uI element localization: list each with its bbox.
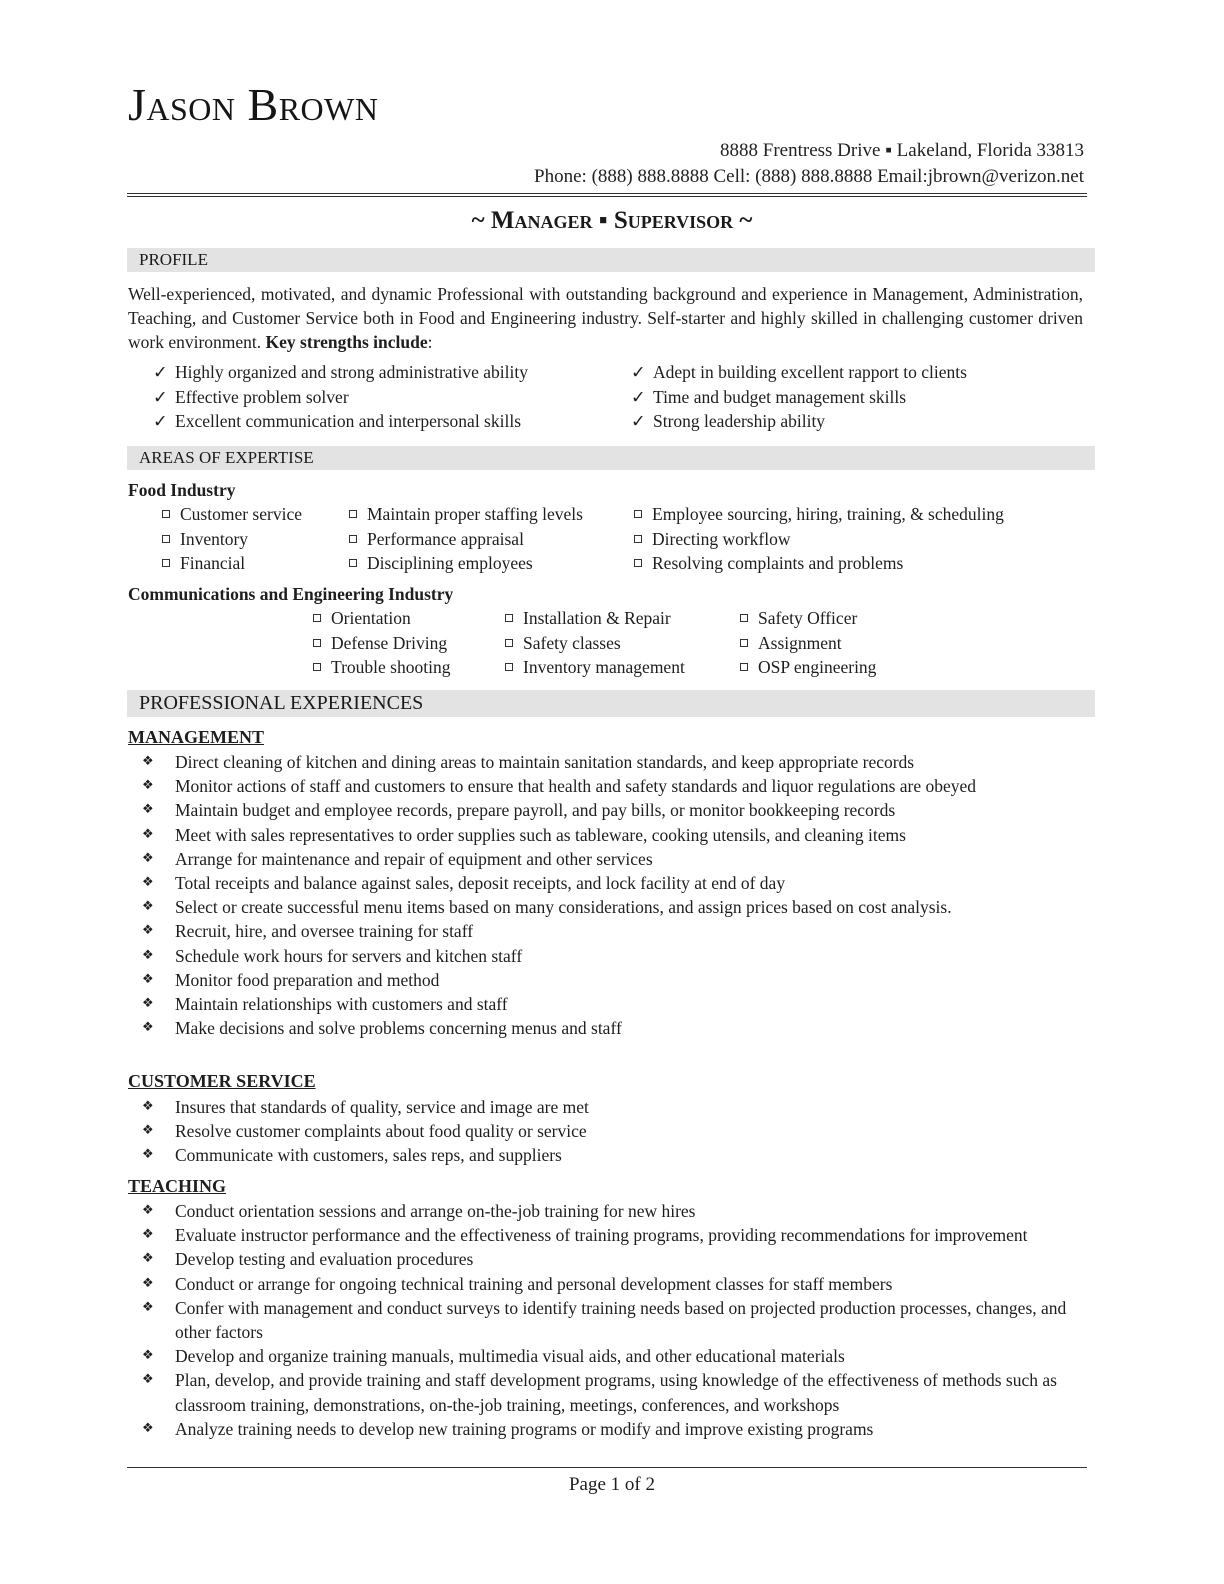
expertise-text: Trouble shooting: [331, 657, 451, 677]
expertise-text: Employee sourcing, hiring, training, & scheduling: [652, 504, 1004, 524]
list-item: [128, 774, 1088, 798]
list-item: [128, 1417, 1088, 1441]
bullet-text: Monitor actions of staff and customers to ensure that health and safety standards and liquor regulations are obeyed: [175, 776, 977, 797]
square-bullet-icon: [634, 535, 642, 543]
customer-service-heading: CUSTOMER SERVICE: [128, 1071, 316, 1091]
comm-industry-heading: Communications and Engineering Industry: [128, 584, 454, 604]
teaching-heading: TEACHING: [128, 1176, 227, 1196]
check-icon: ✓: [153, 362, 168, 382]
square-bullet-icon: [505, 639, 513, 647]
expertise-item: [505, 631, 621, 655]
check-icon: ✓: [153, 387, 168, 407]
expertise-item: [505, 655, 685, 679]
expertise-text: Resolving complaints and problems: [652, 553, 904, 573]
bullet-text: Arrange for maintenance and repair of equipment and other services: [175, 848, 653, 869]
expertise-item: [634, 551, 903, 575]
strength-text: Time and budget management skills: [653, 387, 907, 407]
strength-item: [153, 360, 528, 384]
square-bullet-icon: [634, 559, 642, 567]
list-item: [128, 1143, 1088, 1167]
square-bullet-icon: [349, 559, 357, 567]
diamond-bullet-icon: ❖: [142, 1348, 154, 1364]
diamond-bullet-icon: ❖: [142, 1020, 154, 1036]
profile-body: Well-experienced, motivated, and dynamic Professional with outstanding background and experience in Management, Administration, Teaching, and Customer Service both in Food and Engineering industry. Self-starter and highly skilled in challenging customer driven work environment.: [128, 284, 1083, 352]
expertise-text: Assignment: [758, 633, 842, 653]
square-bullet-icon: [505, 663, 513, 671]
key-strengths-colon: :: [427, 332, 433, 352]
expertise-heading: AREAS OF EXPERTISE: [127, 446, 1095, 470]
strength-text: Effective problem solver: [175, 387, 349, 407]
expertise-text: Inventory: [180, 529, 249, 549]
expertise-item: [349, 527, 524, 551]
strength-item: [631, 385, 906, 409]
candidate-name: Jason Brown: [128, 79, 379, 130]
list-item: [128, 1199, 1088, 1223]
diamond-bullet-icon: ❖: [142, 996, 154, 1012]
list-item: [128, 823, 1088, 847]
square-bullet-icon: [349, 535, 357, 543]
expertise-text: Inventory management: [523, 657, 685, 677]
bullet-text: Analyze training needs to develop new training programs or modify and improve existing programs: [175, 1418, 874, 1439]
list-item: [128, 1119, 1088, 1143]
bullet-text: Monitor food preparation and method: [175, 969, 440, 990]
expertise-text: Directing workflow: [652, 529, 791, 549]
expertise-text: Orientation: [331, 608, 411, 628]
expertise-item: [349, 502, 583, 526]
expertise-item: [505, 606, 671, 630]
list-item: [128, 1095, 1088, 1119]
list-item: [128, 944, 1088, 968]
list-item: [128, 1368, 1088, 1416]
check-icon: ✓: [631, 411, 646, 431]
strength-item: [153, 409, 521, 433]
list-item: [128, 1223, 1088, 1247]
diamond-bullet-icon: ❖: [142, 899, 154, 915]
expertise-item: [162, 502, 302, 526]
diamond-bullet-icon: ❖: [142, 947, 154, 963]
expertise-text: OSP engineering: [758, 657, 877, 677]
expertise-item: [634, 502, 1004, 526]
square-bullet-icon: [740, 663, 748, 671]
diamond-bullet-icon: ❖: [142, 802, 154, 818]
diamond-bullet-icon: ❖: [142, 1251, 154, 1267]
diamond-bullet-icon: ❖: [142, 1372, 154, 1388]
expertise-text: Customer service: [180, 504, 302, 524]
bullet-text: Insures that standards of quality, service and image are met: [175, 1097, 589, 1117]
expertise-text: Defense Driving: [331, 633, 448, 653]
diamond-bullet-icon: ❖: [142, 1123, 154, 1139]
bullet-text: Meet with sales representatives to order supplies such as tableware, cooking utensils, and cleaning items: [175, 824, 906, 845]
square-bullet-icon: [740, 639, 748, 647]
square-bullet-icon: [349, 510, 357, 518]
expertise-item: [162, 551, 245, 575]
list-item: [128, 1344, 1088, 1368]
expertise-item: [349, 551, 533, 575]
list-item: [128, 919, 1088, 943]
expertise-item: [313, 631, 447, 655]
square-bullet-icon: [505, 614, 513, 622]
expertise-text: Safety Officer: [758, 608, 858, 628]
list-item: [128, 1296, 1088, 1344]
strength-text: Strong leadership ability: [653, 411, 826, 431]
square-bullet-icon: [313, 639, 321, 647]
strength-item: [153, 385, 349, 409]
expertise-text: Performance appraisal: [367, 529, 524, 549]
footer-divider: [127, 1467, 1087, 1468]
diamond-bullet-icon: ❖: [142, 754, 154, 769]
diamond-bullet-icon: ❖: [142, 875, 154, 891]
address-line: 8888 Frentress Drive ▪ Lakeland, Florida 33813: [720, 140, 1084, 161]
bullet-text: Evaluate instructor performance and the effectiveness of training programs, providing recommendations for improvement: [175, 1225, 1028, 1246]
bullet-text: Develop testing and evaluation procedures: [175, 1249, 474, 1270]
list-item: [128, 871, 1088, 895]
profile-heading: PROFILE: [127, 248, 1095, 272]
expertise-item: [740, 606, 857, 630]
job-title: ~ Manager ▪ Supervisor ~: [471, 207, 753, 234]
bullet-text: Plan, develop, and provide training and staff development programs, using knowledge of the effectiveness of methods such as classroom training, demonstrations, on-the-job training, meetings, conferences, and workshops: [175, 1370, 1057, 1415]
diamond-bullet-icon: ❖: [142, 971, 154, 987]
bullet-text: Direct cleaning of kitchen and dining areas to maintain sanitation standards, and keep appropriate records: [175, 752, 915, 772]
check-icon: ✓: [631, 387, 646, 407]
list-item: [128, 750, 1088, 774]
profile-text: [128, 282, 1083, 354]
strength-item: [631, 360, 967, 384]
management-heading: MANAGEMENT: [128, 727, 264, 747]
list-item: [128, 847, 1088, 871]
strength-item: [631, 409, 825, 433]
phone-email-line: Phone: (888) 888.8888 Cell: (888) 888.8888 Email:jbrown@verizon.net: [534, 166, 1084, 187]
strength-text: Highly organized and strong administrative ability: [175, 362, 529, 382]
bullet-text: Total receipts and balance against sales, deposit receipts, and lock facility at end of day: [175, 873, 786, 894]
expertise-item: [740, 631, 842, 655]
expertise-item: [313, 606, 411, 630]
diamond-bullet-icon: ❖: [142, 1420, 154, 1436]
list-item: [128, 992, 1088, 1016]
bullet-text: Maintain budget and employee records, prepare payroll, and pay bills, or monitor bookkeeping records: [175, 800, 896, 821]
list-item: [128, 1272, 1088, 1296]
teaching-list: [128, 1199, 1088, 1441]
diamond-bullet-icon: ❖: [142, 1203, 154, 1218]
bullet-text: Resolve customer complaints about food quality or service: [175, 1121, 587, 1142]
expertise-text: Installation & Repair: [523, 608, 671, 628]
bullet-text: Conduct or arrange for ongoing technical training and personal development classes for staff members: [175, 1273, 893, 1294]
expertise-text: Financial: [180, 553, 246, 573]
diamond-bullet-icon: ❖: [142, 1147, 154, 1163]
bullet-text: Confer with management and conduct surveys to identify training needs based on projected production processes, changes, and other factors: [175, 1297, 1067, 1343]
list-item: [128, 1247, 1088, 1271]
header-divider: [127, 193, 1087, 197]
page-number: Page 1 of 2: [568, 1474, 655, 1495]
expertise-text: Maintain proper staffing levels: [367, 504, 583, 524]
diamond-bullet-icon: ❖: [142, 1227, 154, 1243]
square-bullet-icon: [162, 535, 170, 543]
square-bullet-icon: [162, 559, 170, 567]
expertise-text: Safety classes: [523, 633, 621, 653]
experience-heading: PROFESSIONAL EXPERIENCES: [127, 690, 1095, 717]
strength-text: Excellent communication and interpersonal skills: [175, 411, 522, 431]
diamond-bullet-icon: ❖: [142, 923, 154, 939]
management-list: [128, 750, 1088, 1040]
check-icon: ✓: [153, 411, 168, 431]
bullet-text: Schedule work hours for servers and kitchen staff: [175, 945, 523, 966]
square-bullet-icon: [313, 614, 321, 622]
diamond-bullet-icon: ❖: [142, 1099, 154, 1114]
diamond-bullet-icon: ❖: [142, 778, 154, 794]
diamond-bullet-icon: ❖: [142, 826, 154, 842]
bullet-text: Develop and organize training manuals, multimedia visual aids, and other educational materials: [175, 1346, 845, 1367]
square-bullet-icon: [313, 663, 321, 671]
check-icon: ✓: [631, 362, 646, 382]
list-item: [128, 798, 1088, 822]
square-bullet-icon: [162, 510, 170, 518]
list-item: [128, 895, 1088, 919]
bullet-text: Maintain relationships with customers and staff: [175, 994, 508, 1015]
square-bullet-icon: [634, 510, 642, 518]
expertise-item: [634, 527, 791, 551]
expertise-item: [313, 655, 450, 679]
strength-text: Adept in building excellent rapport to clients: [653, 362, 967, 382]
bullet-text: Conduct orientation sessions and arrange on-the-job training for new hires: [175, 1201, 696, 1221]
bullet-text: Make decisions and solve problems concerning menus and staff: [175, 1018, 622, 1039]
list-item: [128, 968, 1088, 992]
diamond-bullet-icon: ❖: [142, 850, 154, 866]
expertise-text: Disciplining employees: [367, 553, 533, 573]
expertise-item: [162, 527, 248, 551]
bullet-text: Communicate with customers, sales reps, and suppliers: [175, 1145, 562, 1166]
square-bullet-icon: [740, 614, 748, 622]
bullet-text: Recruit, hire, and oversee training for staff: [175, 921, 474, 942]
list-item: [128, 1016, 1088, 1040]
diamond-bullet-icon: ❖: [142, 1299, 154, 1315]
expertise-item: [740, 655, 876, 679]
bullet-text: Select or create successful menu items based on many considerations, and assign prices based on cost analysis.: [175, 897, 952, 918]
key-strengths-label: Key strengths include: [265, 332, 428, 352]
food-industry-heading: Food Industry: [128, 480, 236, 500]
diamond-bullet-icon: ❖: [142, 1275, 154, 1291]
customer-service-list: [128, 1095, 1088, 1168]
